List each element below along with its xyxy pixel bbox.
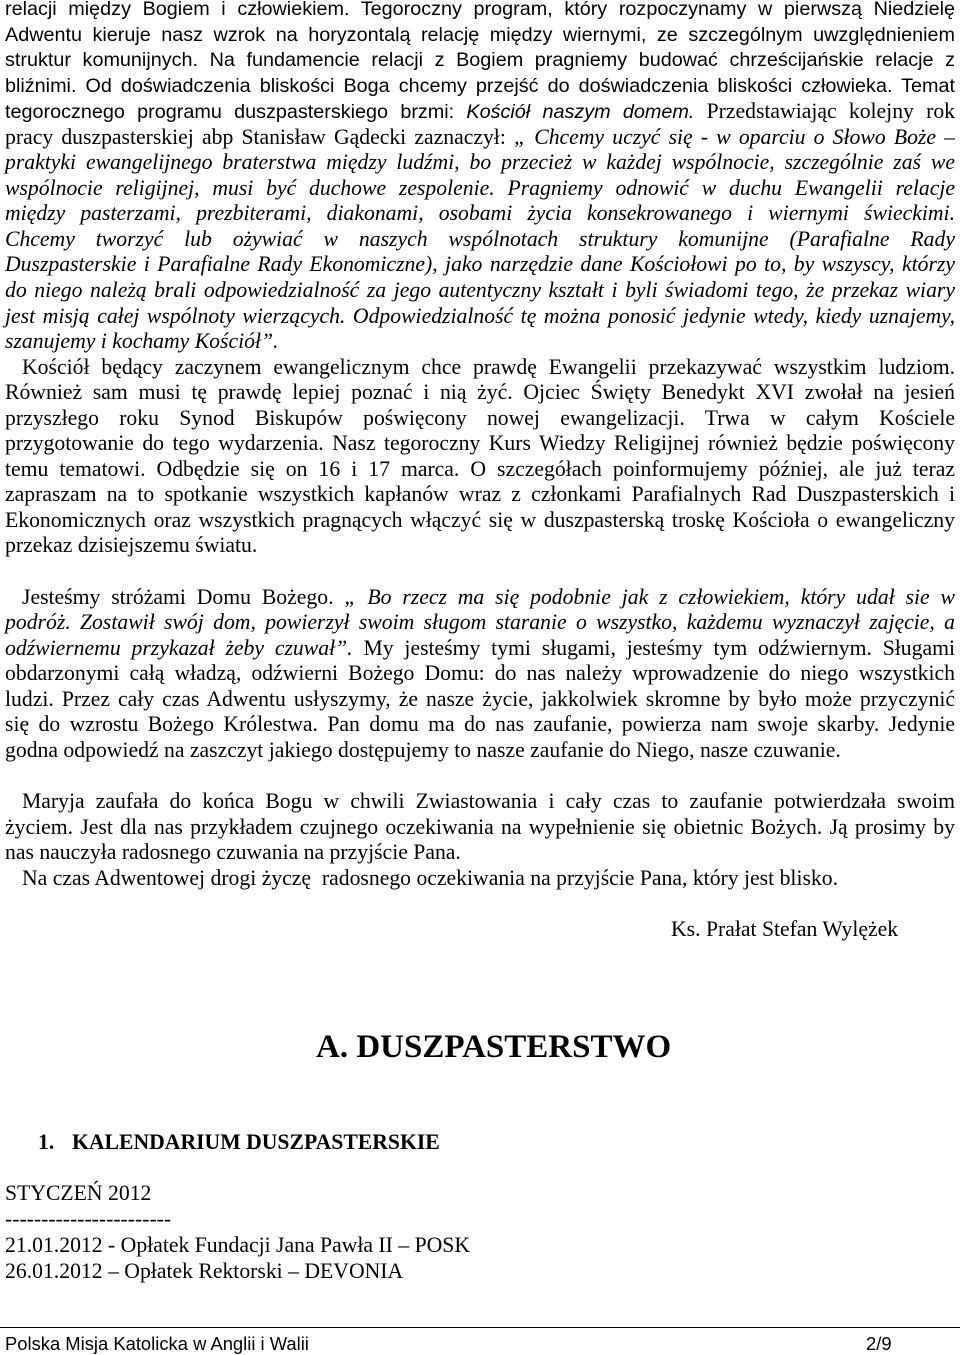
letter-line: Również sam musi tę prawdę lepiej poznać i nią żyć. Ojciec Święty Benedykt XVI zwołał na jesień: [5, 380, 955, 405]
quotation: „ Chcemy uczyć się - w oparciu o Słowo Boże –: [514, 124, 956, 149]
letter-line: relacji między Bogiem i człowiekiem. Tegoroczny program, który rozpoczynamy w pierwszą Niedzielę: [5, 0, 955, 20]
letter-line: ludzi. Przez cały czas Adwentu usłyszymy, że nasze życie, jakkolwiek skromne by było może przyczynić: [5, 686, 955, 711]
text-run: My jesteśmy tymi sługami, jesteśmy tym odźwiernym. Sługami: [363, 635, 956, 660]
letter-line: praktyki ewangelijnego braterstwa między ludźmi, bo przecież w każdej wspólnocie, szczególnie zaś we: [5, 150, 955, 175]
letter-line: Adwentu kieruje nasz wzrok na horyzontalą relację między wiernymi, ze szczególnym uwzględnieniem: [5, 23, 955, 46]
letter-line: zapraszam na to spotkanie wszystkich kapłanów wraz z członkami Parafialnych Rad Duszpasterskich i: [5, 482, 955, 507]
text-run: Jesteśmy stróżami Domu Bożego.: [22, 584, 334, 609]
section-heading: A. DUSZPASTERSTWO: [316, 1029, 672, 1065]
letter-line: [5, 125, 955, 151]
letter-line: przekaz dzisiejszemu światu.: [5, 533, 258, 558]
letter-line: Chcemy tworzyć lub ożywiać w naszych wspólnotach struktury komunijne (Parafialne Rady: [5, 226, 955, 251]
page-number: 2/9: [866, 1333, 892, 1354]
letter-line: [5, 99, 955, 125]
gospel-quotation: odźwiernemu przykazał żeby czuwał”.: [5, 635, 353, 660]
letter-line: życiem. Jest dla nas przykładem czujnego oczekiwania na wypełnienie się obietnic Bożych. Ją prosimy by: [5, 814, 955, 839]
letter-line: wspólnocie religijnej, musi być duchowe zespolenie. Pragniemy odnowić w duchu Ewangelii relacje: [5, 175, 955, 200]
letter-line: Ekonomicznych oraz wszystkich pragnących włączyć się w duszpasterską troskę Kościoła o ewangeliczny: [5, 507, 955, 532]
blank-line: [5, 763, 955, 789]
subsection-number: 1.: [38, 1130, 55, 1154]
text-run: Przedstawiając kolejny rok: [706, 99, 956, 124]
program-theme: Kościół naszym domem.: [466, 101, 695, 124]
letter-line: przyszłego roku Synod Biskupów poświęcony nowej ewangelizacji. Trwa w całym Kościele: [5, 405, 955, 430]
calendar-entry: 26.01.2012 – Opłatek Rektorski – DEVONIA: [5, 1259, 404, 1283]
letter-line: nas nauczyła radosnego czuwania na przyjście Pana.: [5, 840, 461, 865]
gospel-quotation: „ Bo rzecz ma się podobnie jak z człowiekiem, który udał sie w: [344, 584, 955, 609]
text-run: pracy duszpasterskiej abp Stanisław Gądecki zaznaczył:: [5, 124, 506, 149]
letter-line: struktur komunijnych. Na fundamencie relacji z Bogiem pragniemy budować chrześcijańskie relacje z: [5, 49, 955, 72]
letter-line: się do wzrostu Bożego Królestwa. Pan domu ma do nas zaufanie, powierza nam swoje skarby. Jedynie: [5, 712, 955, 737]
letter-line: Maryja zaufała do końca Bogu w chwili Zwiastowania i cały czas to zaufanie potwierdzała swoim: [22, 788, 955, 813]
blank-line: [5, 891, 955, 917]
subsection-title: KALENDARIUM DUSZPASTERSKIE: [72, 1130, 440, 1154]
letter-line: obdarzonymi całą władzą, odźwierni Bożego Domu: do nas należy wprowadzenie do niego wszystkich: [5, 661, 955, 686]
letter-line: szanujemy i kochamy Kościół”.: [5, 329, 279, 354]
month-heading: STYCZEŃ 2012: [5, 1181, 152, 1205]
letter-line: przygotowanie do tego wydarzenia. Nasz tegoroczny Kurs Wiedzy Religijnej również będzie poświęcony: [5, 431, 955, 456]
signature: Ks. Prałat Stefan Wylężek: [671, 916, 899, 941]
letter-line: godna odpowiedź na zaszczyt jakiego dostępujemy to nasze zaufanie do Niego, nasze czuwanie.: [5, 737, 841, 762]
letter-line: podróż. Zostawił swój dom, powierzył swoim sługom staranie o wszystko, każdemu wyznaczył zajęcie, a: [5, 610, 955, 635]
letter-line: Duszpasterskie i Parafialne Rady Ekonomiczne), jako narzędzie dane Kościołowi po to, by wszyscy, którzy: [5, 252, 955, 277]
text-run: tegorocznego programu duszpasterskiego brzmi:: [5, 101, 455, 124]
blank-line: [5, 559, 955, 585]
footer-rule: [0, 1327, 960, 1328]
letter-line: temu tematowi. Odbędzie się on 16 i 17 marca. O szczegółach poinformujemy później, ale już teraz: [5, 456, 955, 481]
letter-line: [5, 585, 955, 611]
letter-line: bliźnimi. Od doświadczenia bliskości Boga chcemy przejść do doświadczenia bliskości człowieka. Temat: [5, 74, 955, 97]
letter-line: [5, 636, 955, 662]
letter-line: Na czas Adwentowej drogi życzę radosnego oczekiwania na przyjście Pana, który jest blisko.: [22, 865, 839, 890]
letter-line: do niego należą brali odpowiedzialność za jego autentyczny kształt i byli świadomi tego, że przekaz wiary: [5, 278, 955, 303]
pastoral-letter: [5, 0, 955, 942]
footer-publisher: Polska Misja Katolicka w Anglii i Walii: [5, 1333, 309, 1354]
letter-line: między pasterzami, prezbiterami, diakonami, osobami życia konsekrowanego i wiernymi świeckimi.: [5, 201, 955, 226]
letter-line: jest misją całej wspólnoty wierzących. Odpowiedzialność tę można ponosić jedynie wtedy, kiedy uznajemy,: [5, 303, 955, 328]
letter-line: Kościół będący zaczynem ewangelicznym chce prawdę Ewangelii przekazywać wszystkim ludziom.: [22, 354, 955, 379]
calendar-entry: 21.01.2012 - Opłatek Fundacji Jana Pawła II – POSK: [5, 1233, 471, 1257]
separator-line: -----------------------: [5, 1207, 172, 1231]
